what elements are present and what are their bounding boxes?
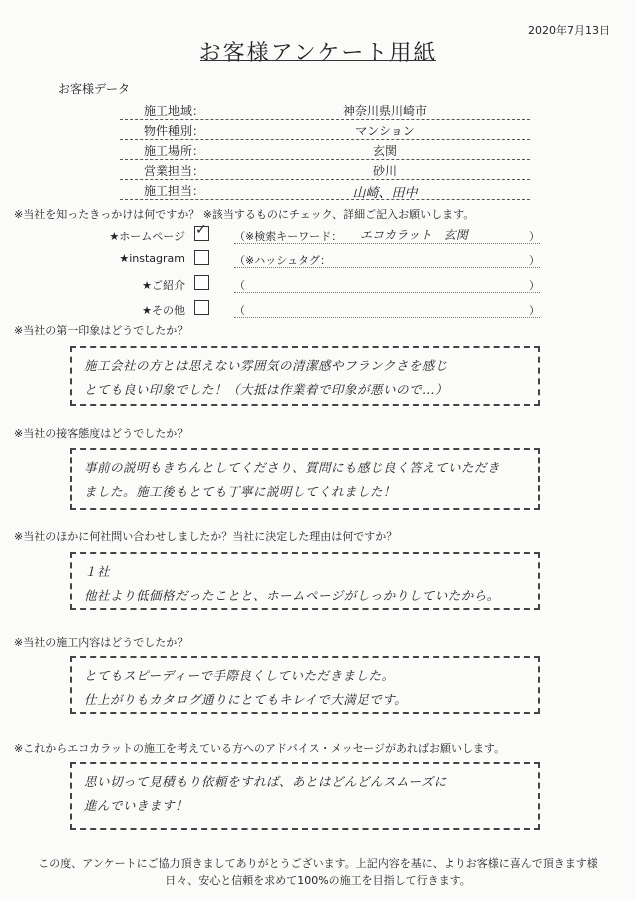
- data-label: 営業担当：: [144, 164, 205, 178]
- question-construction-quality: ※当社の施工内容はどうでしたか？: [14, 636, 189, 649]
- option-detail-underline: [234, 292, 540, 293]
- answer-box-advice-message: [70, 762, 540, 830]
- data-label: 施工場所：: [144, 144, 205, 158]
- option-checkbox[interactable]: [194, 300, 209, 315]
- option-homepage: [70, 222, 540, 246]
- option-detail-close: ）: [529, 304, 540, 317]
- footer-line: この度、アンケートにご協力頂きましてありがとうございます。上記内容を基に、よりお客様に喜んで頂きます様: [38, 857, 598, 870]
- option-detail-underline: [234, 317, 540, 318]
- data-value: 砂川: [372, 164, 397, 178]
- option-detail-close: ）: [529, 254, 540, 267]
- question-advice-message: ※これからエコカラットの施工を考えている方へのアドバイス・メッセージがあればお願いします。: [14, 742, 506, 755]
- footer-message: [0, 855, 636, 889]
- option-detail-underline: [234, 243, 540, 244]
- customer-data-table: [120, 100, 530, 200]
- question-how-found: ※当社を知ったきっかけは何ですか？ ※該当するものにチェック、詳細ご記入お願いします。: [14, 208, 475, 221]
- answer-line: とても良い印象でした！（大抵は作業着で印象が悪いので…）: [84, 382, 449, 397]
- answer-box-service-attitude: [70, 448, 540, 510]
- data-row-sales-rep: [120, 160, 530, 180]
- option-detail-close: ）: [529, 279, 540, 292]
- footer-line: 日々、安心と信頼を求めて100%の施工を目指して行きます。: [165, 874, 471, 887]
- answer-box-construction-quality: [70, 656, 540, 714]
- option-checkbox[interactable]: [194, 250, 209, 265]
- option-label: ★instagram: [119, 252, 185, 265]
- option-referral: [70, 275, 540, 295]
- page-title: お客様アンケート用紙: [198, 41, 438, 66]
- customer-data-header: お客様データ: [58, 82, 131, 96]
- question-other-companies: ※当社のほかに何社問い合わせしましたか？当社に決定した理由は何ですか？: [14, 530, 398, 543]
- answer-line: 施工会社の方とは思えない雰囲気の清潔感やフランクさを感じ: [84, 358, 448, 373]
- option-label: ★ご紹介: [142, 279, 185, 292]
- answer-line: 思い切って見積もり依頼をすれば、あとはどんどんスムーズに: [84, 774, 447, 789]
- option-label: ★ホームページ: [109, 230, 185, 243]
- data-label: 施工地域：: [144, 104, 205, 118]
- answer-box-first-impression: [70, 346, 540, 406]
- data-row-area: [120, 100, 530, 120]
- answer-line: 進んでいきます！: [84, 798, 189, 813]
- option-detail-label: （: [234, 279, 245, 292]
- option-detail-handwritten: エコカラット 玄関: [360, 228, 468, 242]
- survey-date: 2020年7月13日: [528, 24, 610, 37]
- option-detail-label: （: [234, 304, 245, 317]
- answer-line: 他社より低価格だったことと、ホームページがしっかりしていたから。: [84, 588, 500, 603]
- answer-line: 事前の説明もきちんとしてくださり、質問にも感じ良く答えていただき: [84, 460, 501, 475]
- answer-line: １社: [84, 564, 111, 579]
- option-detail-label: （※検索キーワード：: [234, 230, 343, 243]
- answer-line: とてもスピーディーで手際良くしていただきました。: [84, 668, 395, 683]
- option-detail-close: ）: [529, 230, 540, 243]
- option-other: [70, 300, 540, 320]
- answer-line: 仕上がりもカタログ通りにとてもキレイで大満足です。: [84, 692, 408, 707]
- title-underline: [200, 60, 436, 61]
- data-value: 神奈川県川崎市: [342, 104, 427, 118]
- data-value: 玄関: [372, 144, 397, 158]
- question-service-attitude: ※当社の接客態度はどうでしたか？: [14, 427, 189, 440]
- question-first-impression: ※当社の第一印象はどうでしたか？: [14, 324, 189, 337]
- data-label: 物件種別：: [144, 124, 205, 138]
- data-row-location: [120, 140, 530, 160]
- data-label: 施工担当：: [144, 184, 205, 198]
- data-value: マンション: [355, 124, 415, 138]
- option-instagram: [70, 250, 540, 270]
- check-mark-icon: ✓: [195, 222, 207, 238]
- option-detail-label: （※ハッシュタグ：: [234, 254, 331, 267]
- option-detail-underline: [234, 267, 540, 268]
- option-checkbox[interactable]: [194, 275, 209, 290]
- option-label: ★その他: [142, 304, 185, 317]
- data-value-handwritten: 山崎、田中: [352, 186, 418, 201]
- answer-box-other-companies: [70, 552, 540, 610]
- data-row-installer: [120, 180, 530, 200]
- answer-line: ました。施工後もとても丁寧に説明してくれました！: [84, 484, 397, 499]
- data-row-property-type: [120, 120, 530, 140]
